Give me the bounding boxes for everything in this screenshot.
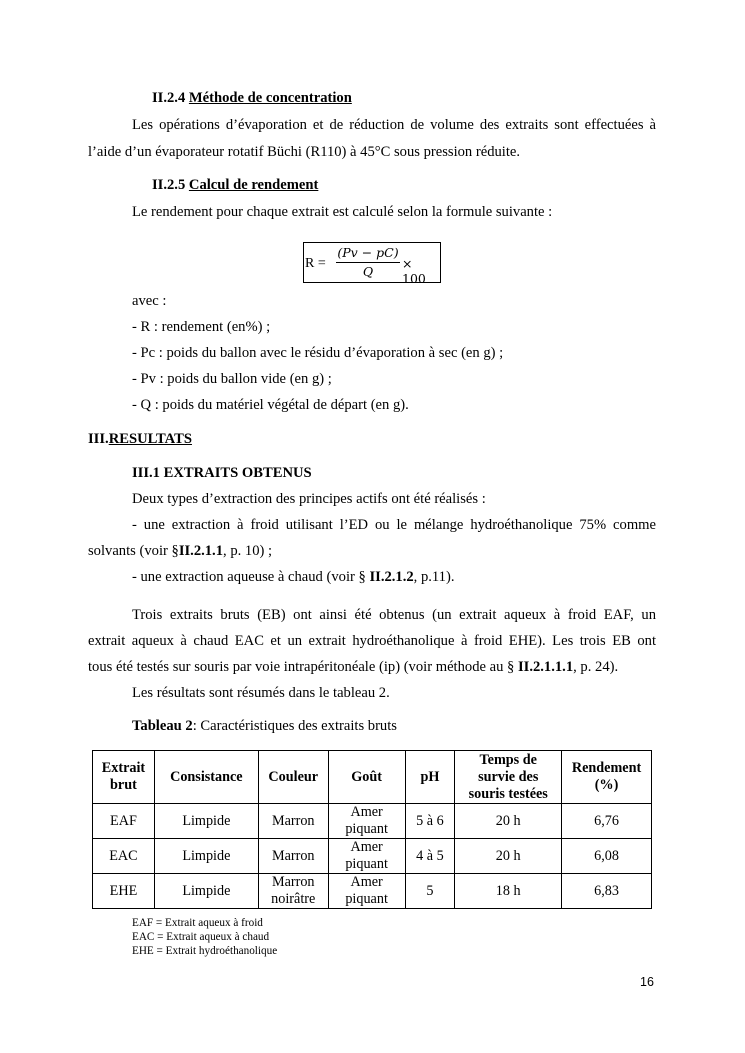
section-number: III. — [88, 431, 109, 447]
table-cell: Amer piquant — [328, 839, 405, 874]
column-header: Consistance — [154, 751, 258, 804]
column-header: pH — [405, 751, 455, 804]
table-caption-text: : Caractéristiques des extraits bruts — [192, 718, 397, 734]
table-cell: Amer piquant — [328, 874, 405, 909]
definition-item: - Q : poids du matériel végétal de départ (en g). — [132, 397, 409, 413]
table-cell: EAF — [93, 804, 155, 839]
formula-lhs: R = — [305, 256, 326, 271]
table-note: EAF = Extrait aqueux à froid — [132, 917, 263, 929]
text-run: tous été testés sur souris par voie intrapéritonéale (ip) (voir méthode au § — [88, 659, 518, 675]
table-cell: Marron — [258, 804, 328, 839]
section-title: Calcul de rendement — [188, 177, 319, 193]
table-cell: 6,08 — [562, 839, 652, 874]
table-caption — [132, 717, 397, 735]
section-heading-2-2-4 — [152, 89, 352, 107]
table-cell: Limpide — [154, 874, 258, 909]
column-header: Extrait brut — [93, 751, 155, 804]
table-label: Tableau 2 — [132, 718, 193, 734]
cross-reference: II.2.1.1 — [178, 543, 224, 559]
table-cell: Marron noirâtre — [258, 874, 328, 909]
table-cell: Amer piquant — [328, 804, 405, 839]
column-header: Rendement (%) — [562, 751, 652, 804]
table-cell: Marron — [258, 839, 328, 874]
formula-multiplier: × 100 — [402, 256, 426, 286]
paragraph-line: - une extraction à froid utilisant l’ED ou le mélange hydroéthanolique 75% comme — [132, 517, 656, 533]
cross-reference: II.2.1.1.1 — [517, 659, 574, 675]
paragraph-line: avec : — [132, 293, 167, 309]
table-cell: 6,76 — [562, 804, 652, 839]
table-note: EHE = Extrait hydroéthanolique — [132, 945, 278, 957]
paragraph-line: Les opérations d’évaporation et de réduction de volume des extraits sont effectuées à — [132, 117, 656, 133]
definition-item: - Pv : poids du ballon vide (en g) ; — [132, 371, 332, 387]
table-cell: EAC — [93, 839, 155, 874]
table-cell: 4 à 5 — [405, 839, 455, 874]
text-run: , p. 10) ; — [223, 543, 273, 559]
page-number: 16 — [640, 975, 654, 989]
table-cell: EHE — [93, 874, 155, 909]
table-row — [93, 804, 652, 839]
paragraph-line: Les résultats sont résumés dans le tableau 2. — [132, 685, 390, 701]
formula-fraction — [336, 245, 400, 280]
paragraph-line: Deux types d’extraction des principes actifs ont été réalisés : — [132, 491, 486, 507]
definition-item: - Pc : poids du ballon avec le résidu d’évaporation à sec (en g) ; — [132, 345, 504, 361]
section-heading-3 — [88, 430, 192, 448]
table-cell: Limpide — [154, 804, 258, 839]
table-note: EAC = Extrait aqueux à chaud — [132, 931, 270, 943]
paragraph-line — [88, 542, 272, 560]
paragraph-line — [132, 568, 454, 586]
cross-reference: II.2.1.2 — [369, 569, 414, 585]
paragraph-line: Trois extraits bruts (EB) ont ainsi été obtenus (un extrait aqueux à froid EAF, un — [132, 607, 656, 623]
column-header: Couleur — [258, 751, 328, 804]
text-run: solvants (voir § — [88, 543, 179, 559]
table-row — [93, 839, 652, 874]
paragraph-line: extrait aqueux à chaud EAC et un extrait hydroéthanolique à froid EHE). Les trois EB ont — [88, 633, 656, 649]
column-header: Goût — [328, 751, 405, 804]
section-title: Méthode de concentration — [188, 90, 352, 106]
text-run: , p.11). — [413, 569, 455, 585]
paragraph-line — [88, 658, 618, 676]
formula-numerator: (Pv − pC) — [337, 245, 399, 260]
table-cell: 5 — [405, 874, 455, 909]
table-cell: 20 h — [455, 839, 562, 874]
definition-item: - R : rendement (en%) ; — [132, 319, 271, 335]
paragraph-line: l’aide d’un évaporateur rotatif Büchi (R110) à 45°C sous pression réduite. — [88, 144, 521, 160]
extracts-table — [92, 750, 652, 909]
table-header-row — [93, 751, 652, 804]
table-cell: 18 h — [455, 874, 562, 909]
table-cell: 6,83 — [562, 874, 652, 909]
table-row — [93, 874, 652, 909]
section-number: II.2.5 — [152, 177, 189, 193]
section-heading-2-2-5 — [152, 176, 318, 194]
fraction-bar — [336, 262, 400, 263]
paragraph-line: Le rendement pour chaque extrait est calculé selon la formule suivante : — [132, 204, 553, 220]
section-heading-3-1: III.1 EXTRAITS OBTENUS — [132, 465, 312, 481]
table-notes — [132, 916, 277, 958]
table-cell: Limpide — [154, 839, 258, 874]
text-run: , p. 24). — [573, 659, 619, 675]
text-run: - une extraction aqueuse à chaud (voir § — [132, 569, 370, 585]
table-cell: 20 h — [455, 804, 562, 839]
section-title: RESULTATS — [108, 431, 192, 447]
section-number: II.2.4 — [152, 90, 189, 106]
table-cell: 5 à 6 — [405, 804, 455, 839]
column-header: Temps de survie des souris testées — [455, 751, 562, 804]
formula-denominator: Q — [362, 264, 374, 279]
yield-formula — [303, 242, 441, 286]
